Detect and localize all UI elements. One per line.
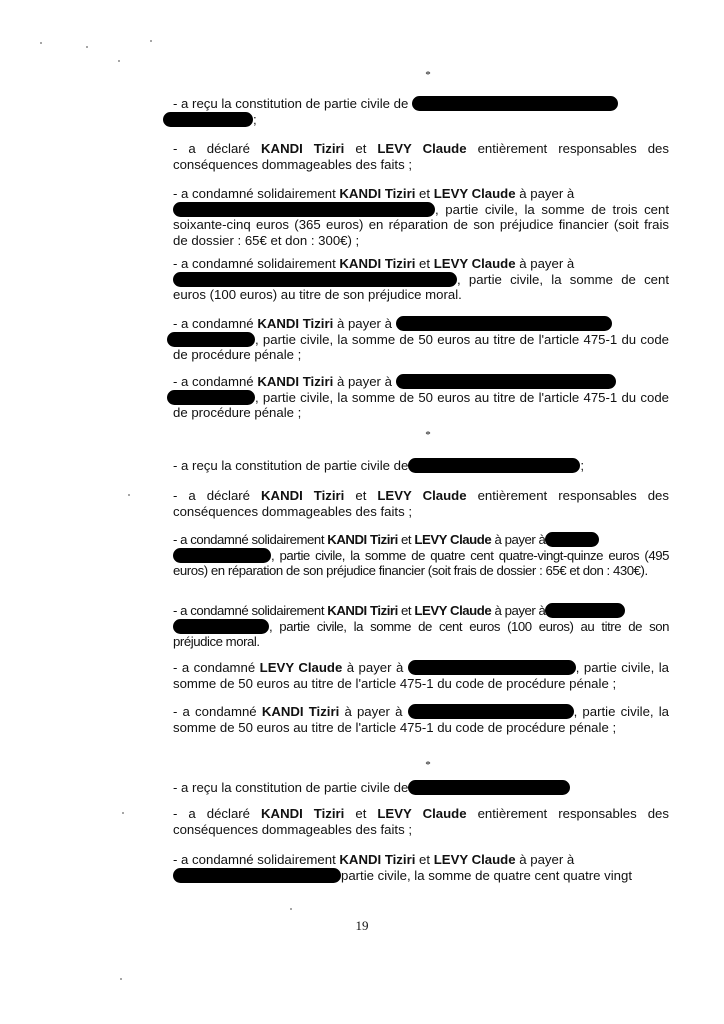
redaction-block — [396, 374, 616, 389]
page-number: 19 — [355, 918, 369, 933]
scan-speck — [86, 46, 88, 48]
redaction-block — [167, 332, 255, 347]
redaction-block — [408, 660, 576, 675]
redaction-block — [173, 272, 457, 287]
scan-speck — [118, 60, 120, 62]
redaction-block — [408, 704, 574, 719]
paragraph-constitution-2: - a reçu la constitution de partie civile de ; — [173, 458, 584, 473]
paragraph-condamne-moral-1: - a condamné solidairement KANDI Tiziri et LEVY Claude à payer à , partie civile, la somme de cent euros (100 euros) au titre de son préjudice moral. — [173, 256, 669, 302]
scan-speck — [128, 494, 130, 496]
paragraph-constitution-1: - a reçu la constitution de partie civile de ; — [173, 96, 669, 127]
paragraph-declare-2: - a déclaré KANDI Tiziri et LEVY Claude entièrement responsables des conséquences dommageables des faits ; — [173, 488, 669, 519]
paragraph-article-kandi-2: - a condamné KANDI Tiziri à payer à , partie civile, la somme de 50 euros au titre de l'article 475-1 du code de procédure pénale ; — [173, 374, 669, 421]
redaction-block — [412, 96, 618, 111]
redaction-block — [408, 780, 570, 795]
paragraph-condamne-financier-3: - a condamné solidairement KANDI Tiziri et LEVY Claude à payer à partie civile, la somme de quatre cent quatre vingt — [173, 852, 633, 883]
scan-speck — [290, 908, 292, 910]
paragraph-declare-3: - a déclaré KANDI Tiziri et LEVY Claude entièrement responsables des conséquences dommageables des faits ; — [173, 806, 669, 837]
redaction-block — [545, 532, 599, 547]
paragraph-constitution-3: - a reçu la constitution de partie civile de — [173, 780, 669, 796]
redaction-block — [173, 868, 341, 883]
scan-speck — [150, 40, 152, 42]
redaction-block — [167, 390, 255, 405]
paragraph-condamne-moral-2: - a condamné solidairement KANDI Tiziri et LEVY Claude à payer à , partie civile, la somme de cent euros (100 euros) au titre de son préjudice moral. — [173, 603, 669, 649]
section-separator: * — [425, 429, 431, 441]
redaction-block — [173, 548, 271, 563]
redaction-block — [545, 603, 625, 618]
scan-speck — [40, 42, 42, 44]
redaction-block — [173, 619, 269, 634]
paragraph-declare-1: - a déclaré KANDI Tiziri et LEVY Claude entièrement responsables des conséquences dommageables des faits ; — [173, 141, 669, 172]
scan-speck — [122, 812, 124, 814]
paragraph-article-levy-3: - a condamné LEVY Claude à payer à , partie civile, la somme de 50 euros au titre de l'article 475-1 du code de procédure pénale ; — [173, 660, 669, 691]
redaction-block — [396, 316, 612, 331]
section-separator: * — [425, 759, 431, 771]
scan-speck — [120, 978, 122, 980]
redaction-block — [163, 112, 253, 127]
paragraph-condamne-financier-2: - a condamné solidairement KANDI Tiziri et LEVY Claude à payer à , partie civile, la somme de quatre cent quatre-vingt-quinze euros (495 euros) en réparation de son préjudice financier (soit frais de dossier : 65€ et don : 430€). — [173, 532, 669, 578]
redaction-block — [408, 458, 580, 473]
redaction-block — [173, 202, 435, 217]
section-separator: * — [425, 69, 431, 81]
paragraph-article-kandi-1: - a condamné KANDI Tiziri à payer à , partie civile, la somme de 50 euros au titre de l'article 475-1 du code de procédure pénale ; — [173, 316, 669, 363]
paragraph-article-kandi-3: - a condamné KANDI Tiziri à payer à , partie civile, la somme de 50 euros au titre de l'article 475-1 du code de procédure pénale ; — [173, 704, 669, 735]
paragraph-condamne-financier-1: - a condamné solidairement KANDI Tiziri et LEVY Claude à payer à , partie civile, la somme de trois cent soixante-cinq euros (365 euros) en réparation de son préjudice financier (soit frais de dossier : 65€ et don : 300€) ; — [173, 186, 669, 248]
